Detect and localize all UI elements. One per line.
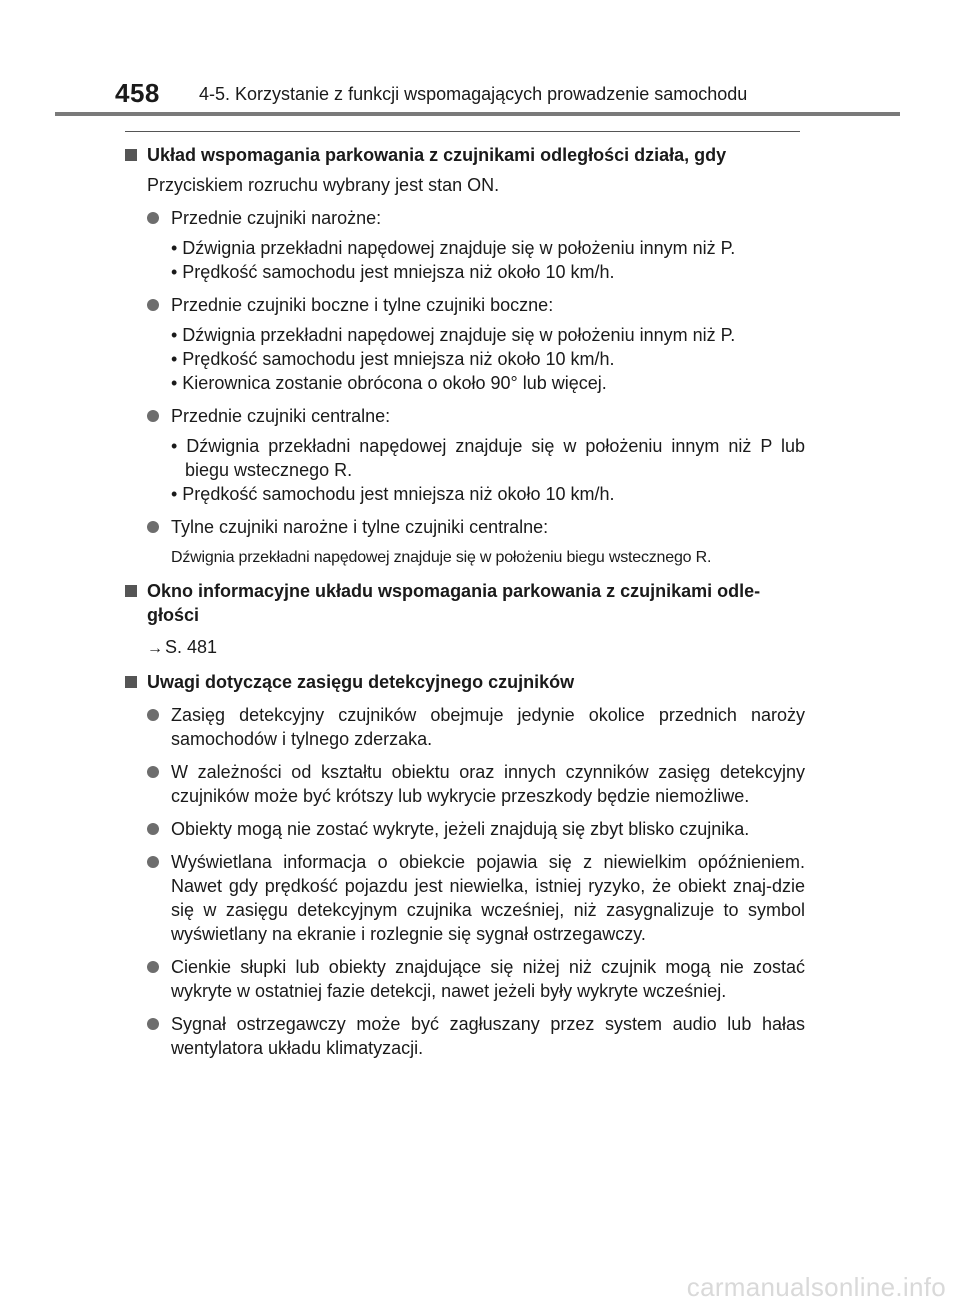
sub-item: • Prędkość samochodu jest mniejsza niż około 10 km/h. [171,349,615,369]
section-intro: Przyciskiem rozruchu wybrany jest stan ON. [147,175,500,195]
circle-bullet-icon [147,766,159,778]
list-item [147,404,805,506]
sub-item: • Dźwignia przekładni napędowej znajduje się w położeniu innym niż P. [171,238,736,258]
sub-item: • Kierownica zostanie obrócona o około 90° lub więcej. [171,373,607,393]
list-item-title: Przednie czujniki centralne: [171,406,391,426]
section-info-window [125,579,805,661]
page-content [125,143,805,1069]
list-item-text: Obiekty mogą nie zostać wykryte, jeżeli znajdują się zbyt blisko czujnika. [171,819,750,839]
sub-item: • Prędkość samochodu jest mniejsza niż około 10 km/h. [171,484,615,504]
list-item-note: Dźwignia przekładni napędowej znajduje się w położeniu biegu wstecznego R. [171,549,712,566]
list-item-text: Zasięg detekcyjny czujników obejmuje jedynie okolice przednich naroży samochodów i tylnego zderzaka. [171,705,805,749]
list-item [147,515,805,570]
list-item [147,760,805,808]
page-reference-text: S. 481 [165,637,218,657]
arrow-right-icon: → [147,640,163,657]
square-bullet-icon [125,676,137,688]
list-item-title: Przednie czujniki narożne: [171,208,382,228]
list-item [147,850,805,946]
circle-bullet-icon [147,521,159,533]
chapter-title: 4-5. Korzystanie z funkcji wspomagających prowadzenie samochodu [199,84,748,104]
list-item-title: Przednie czujniki boczne i tylne czujniki boczne: [171,295,554,315]
sub-item: • Prędkość samochodu jest mniejsza niż około 10 km/h. [171,262,615,282]
list-item [147,206,805,284]
section-heading-text: Uwagi dotyczące zasięgu detekcyjnego czujników [147,672,575,692]
section-heading [125,579,805,627]
watermark-link[interactable]: carmanualsonline.info [686,1272,946,1302]
square-bullet-icon [125,149,137,161]
circle-bullet-icon [147,410,159,422]
circle-bullet-icon [147,709,159,721]
list-item [147,817,805,841]
list-item-text: Cienkie słupki lub obiekty znajdujące się niżej niż czujnik mogą nie zostać wykryte w ostatniej fazie detekcji, nawet jeżeli były wykryte wcześniej. [171,957,805,1001]
section-heading [125,143,805,167]
list-item [147,703,805,751]
section-divider [125,131,800,132]
section-heading-text: Układ wspomagania parkowania z czujnikami odległości działa, gdy [147,145,727,165]
list-item-title: Tylne czujniki narożne i tylne czujniki centralne: [171,517,549,537]
list-item-text: W zależności od kształtu obiektu oraz innych czynników zasięg detekcyjny czujników może być krótszy lub wykrycie przeszkody będzie niemożliwe. [171,762,805,806]
square-bullet-icon [125,585,137,597]
circle-bullet-icon [147,212,159,224]
circle-bullet-icon [147,961,159,973]
circle-bullet-icon [147,856,159,868]
circle-bullet-icon [147,823,159,835]
list-item-text: Sygnał ostrzegawczy może być zagłuszany przez system audio lub hałas wentylatora układu klimatyzacji. [171,1014,805,1058]
list-item [147,1012,805,1060]
header-divider [55,112,900,116]
section-heading-text: Okno informacyjne układu wspomagania parkowania z czujnikami odle-głości [147,581,761,625]
section-detection-range-notes [125,670,805,1060]
list-item [147,293,805,395]
sub-item: • Dźwignia przekładni napędowej znajduje się w położeniu innym niż P lub biegu wstecznego R. [171,436,805,480]
section-heading [125,670,805,694]
page-reference [147,635,805,661]
section-operating-conditions [125,143,805,570]
page-header [0,0,960,120]
page-number: 458 [115,78,160,108]
list-item-text: Wyświetlana informacja o obiekcie pojawia się z niewielkim opóźnieniem. Nawet gdy prędkość pojazdu jest niewielka, istniej ryzyko, że obiekt znaj-dzie się w zasięgu detekcyjnym czujnika wcześniej, niż zasygnalizuje to symbol wyświetlany na ekranie i rozlegnie się sygnał ostrzegawczy. [171,852,805,944]
list-item [147,955,805,1003]
circle-bullet-icon [147,299,159,311]
circle-bullet-icon [147,1018,159,1030]
sub-item: • Dźwignia przekładni napędowej znajduje się w położeniu innym niż P. [171,325,736,345]
